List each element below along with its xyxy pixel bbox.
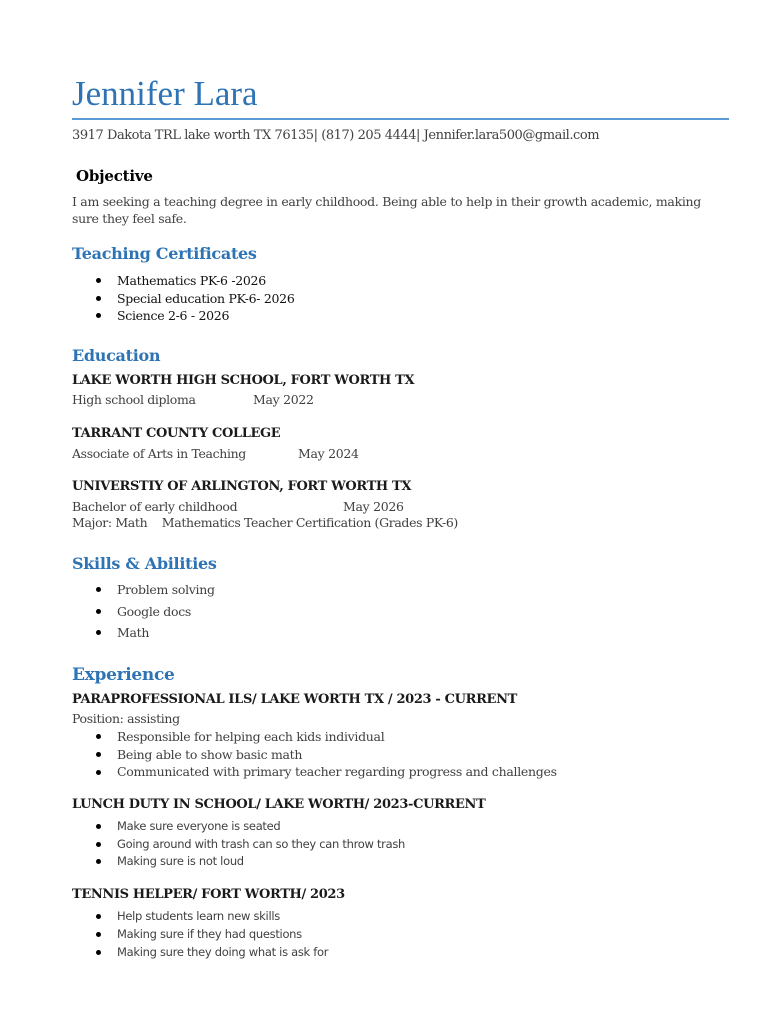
list-item: Google docs <box>72 601 215 623</box>
list-item: Special education PK-6- 2026 <box>72 290 294 308</box>
list-item: Going around with trash can so they can throw trash <box>72 836 405 854</box>
job-title: PARAPROFESSIONAL ILS/ LAKE WORTH TX / 2023 - CURRENT <box>72 692 517 707</box>
list-item: Making sure they doing what is ask for <box>72 943 328 961</box>
school-date: May 2022 <box>253 392 314 407</box>
job-duties-list <box>72 818 405 871</box>
skills-list <box>72 579 215 644</box>
experience-heading: Experience <box>72 665 175 685</box>
school-degree: Bachelor of early childhood <box>72 499 238 514</box>
school-date: May 2024 <box>298 446 359 461</box>
job-duties-list <box>72 907 328 961</box>
contact-info: 3917 Dakota TRL lake worth TX 76135| (817) 205 4444| Jennifer.lara500@gmail.com <box>72 128 600 143</box>
job-duties-list <box>72 728 557 781</box>
certificates-heading: Teaching Certificates <box>72 244 257 263</box>
job-title: TENNIS HELPER/ FORT WORTH/ 2023 <box>72 887 345 902</box>
certificates-list <box>72 272 294 325</box>
school-name: LAKE WORTH HIGH SCHOOL, FORT WORTH TX <box>72 373 415 388</box>
objective-heading: Objective <box>76 167 153 185</box>
school-name: UNIVERSTIY OF ARLINGTON, FORT WORTH TX <box>72 479 412 494</box>
job-title: LUNCH DUTY IN SCHOOL/ LAKE WORTH/ 2023-CURRENT <box>72 797 486 812</box>
candidate-name: Jennifer Lara <box>72 74 258 113</box>
job-position: Position: assisting <box>72 711 180 726</box>
skills-heading: Skills & Abilities <box>72 554 217 573</box>
school-name: TARRANT COUNTY COLLEGE <box>72 426 281 441</box>
school-major: Major: Math Mathematics Teacher Certification (Grades PK-6) <box>72 515 458 530</box>
list-item: Make sure everyone is seated <box>72 818 405 836</box>
list-item: Problem solving <box>72 579 215 601</box>
list-item: Responsible for helping each kids individual <box>72 728 557 746</box>
list-item: Communicated with primary teacher regarding progress and challenges <box>72 763 557 781</box>
list-item: Math <box>72 622 215 644</box>
school-degree: High school diploma <box>72 392 196 407</box>
list-item: Being able to show basic math <box>72 746 557 764</box>
objective-text: I am seeking a teaching degree in early childhood. Being able to help in their growth academic, making sure they feel safe. <box>72 194 701 226</box>
education-heading: Education <box>72 346 161 365</box>
header-divider <box>72 118 729 120</box>
list-item: Help students learn new skills <box>72 907 328 925</box>
school-date: May 2026 <box>343 499 404 514</box>
list-item: Making sure is not loud <box>72 853 405 871</box>
list-item: Science 2-6 - 2026 <box>72 307 294 325</box>
list-item: Making sure if they had questions <box>72 925 328 943</box>
school-degree: Associate of Arts in Teaching <box>72 446 246 461</box>
list-item: Mathematics PK-6 -2026 <box>72 272 294 290</box>
